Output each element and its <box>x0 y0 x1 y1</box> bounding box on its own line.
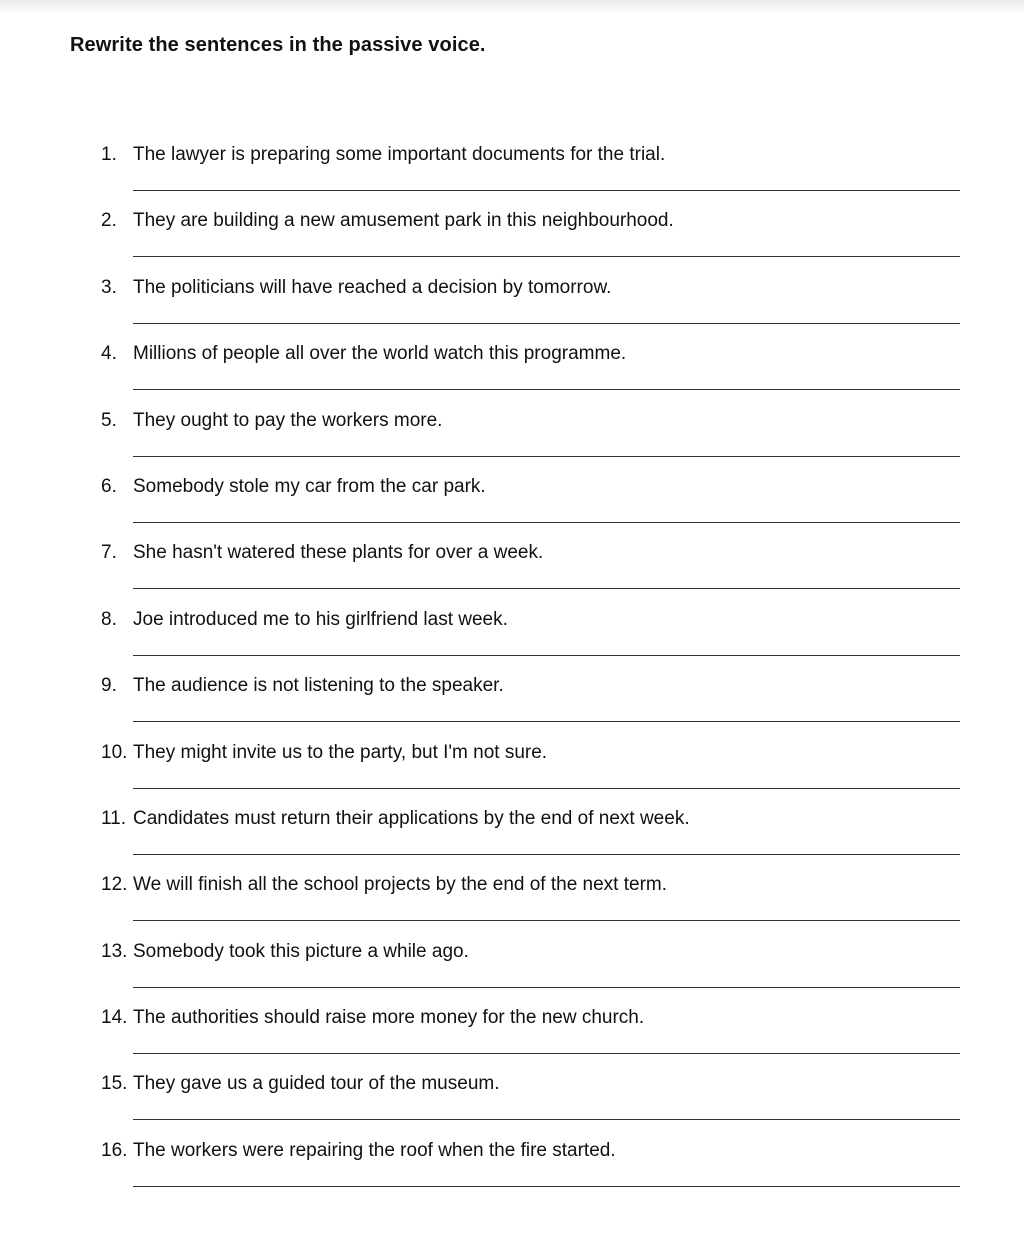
answer-line[interactable] <box>133 1053 960 1054</box>
exercise-item <box>0 404 1024 470</box>
item-number: 5. <box>101 409 117 431</box>
item-number: 1. <box>101 144 117 165</box>
answer-line[interactable] <box>133 854 960 855</box>
item-sentence: They ought to pay the workers more. <box>133 409 443 431</box>
exercise-item <box>0 470 1024 536</box>
answer-line[interactable] <box>133 190 960 191</box>
item-number: 9. <box>101 675 117 697</box>
item-sentence: The audience is not listening to the speaker. <box>133 675 504 697</box>
answer-line[interactable] <box>133 721 960 722</box>
item-sentence: The politicians will have reached a decision by tomorrow. <box>133 276 612 298</box>
item-number: 3. <box>101 276 117 298</box>
answer-line[interactable] <box>133 1119 960 1120</box>
item-sentence: Candidates must return their applications by the end of next week. <box>133 807 690 829</box>
worksheet-title: Rewrite the sentences in the passive voice. <box>70 34 486 56</box>
item-number: 4. <box>101 343 117 365</box>
item-number: 13. <box>101 940 128 962</box>
answer-line[interactable] <box>133 323 960 324</box>
item-sentence: Joe introduced me to his girlfriend last week. <box>133 608 508 630</box>
item-sentence: They gave us a guided tour of the museum. <box>133 1073 500 1095</box>
exercise-item <box>0 736 1024 802</box>
exercise-item <box>0 337 1024 403</box>
item-number: 14. <box>101 1007 128 1029</box>
item-number: 12. <box>101 874 128 896</box>
item-number: 7. <box>101 542 117 564</box>
answer-line[interactable] <box>133 1186 960 1187</box>
exercise-item <box>0 1001 1024 1067</box>
exercise-item <box>0 802 1024 868</box>
item-sentence: They are building a new amusement park in this neighbourhood. <box>133 210 674 232</box>
item-sentence: They might invite us to the party, but I'm not sure. <box>133 741 548 763</box>
answer-line[interactable] <box>133 987 960 988</box>
exercise-item <box>0 271 1024 337</box>
exercise-item <box>0 536 1024 602</box>
item-sentence: The workers were repairing the roof when the fire started. <box>133 1139 616 1161</box>
item-number: 15. <box>101 1073 128 1095</box>
answer-line[interactable] <box>133 256 960 257</box>
answer-line[interactable] <box>133 788 960 789</box>
answer-line[interactable] <box>133 920 960 921</box>
exercise-item <box>0 603 1024 669</box>
answer-line[interactable] <box>133 389 960 390</box>
exercise-item <box>0 669 1024 735</box>
item-number: 6. <box>101 475 117 497</box>
item-sentence: The lawyer is preparing some important documents for the trial. <box>133 144 666 165</box>
item-sentence: We will finish all the school projects by the end of the next term. <box>133 874 668 896</box>
item-sentence: Somebody stole my car from the car park. <box>133 475 486 497</box>
item-number: 2. <box>101 210 117 232</box>
item-sentence: She hasn't watered these plants for over a week. <box>133 542 544 564</box>
exercise-item <box>0 1134 1024 1200</box>
exercise-item <box>0 204 1024 270</box>
item-sentence: Millions of people all over the world watch this programme. <box>133 343 627 365</box>
answer-line[interactable] <box>133 456 960 457</box>
item-sentence: Somebody took this picture a while ago. <box>133 940 469 962</box>
exercise-item <box>0 138 1024 204</box>
page-top-shadow <box>0 0 1024 14</box>
answer-line[interactable] <box>133 588 960 589</box>
exercise-item <box>0 1067 1024 1133</box>
item-number: 16. <box>101 1139 128 1161</box>
item-number: 8. <box>101 608 117 630</box>
item-number: 11. <box>101 807 127 829</box>
exercise-item <box>0 868 1024 934</box>
item-number: 10. <box>101 741 128 763</box>
exercise-item <box>0 935 1024 1001</box>
answer-line[interactable] <box>133 522 960 523</box>
exercise-list <box>0 138 1024 1200</box>
item-sentence: The authorities should raise more money for the new church. <box>133 1007 645 1029</box>
answer-line[interactable] <box>133 655 960 656</box>
